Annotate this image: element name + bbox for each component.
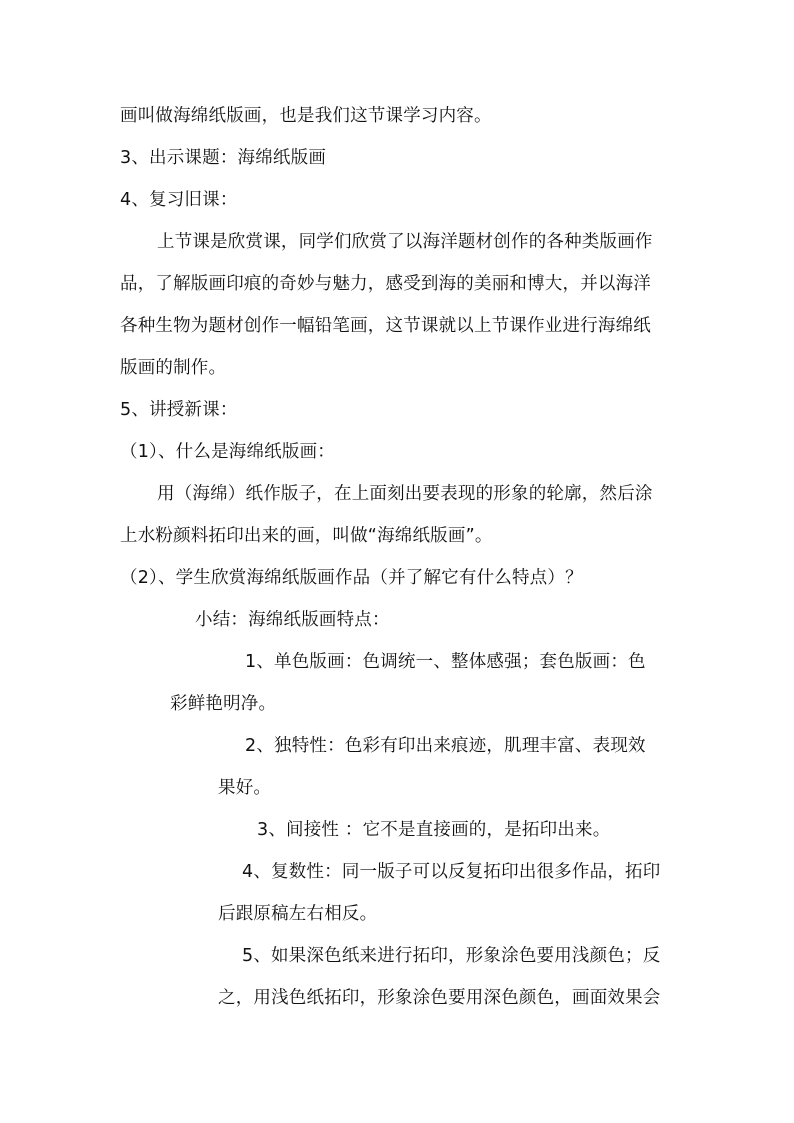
text-line-19: 4、复数性：同一版子可以反复拓印出很多作品，拓印	[242, 862, 661, 882]
text-line-12: （2）、学生欣赏海绵纸版画作品（并了解它有什么特点）？	[120, 568, 583, 588]
text-line-3: 4、复习旧课：	[120, 190, 238, 210]
text-line-4: 上节课是欣赏课，同学们欣赏了以海洋题材创作的各种类版画作	[157, 232, 653, 252]
text-line-11: 上水粉颜料拓印出来的画，叫做“海绵纸版画”。	[120, 526, 493, 546]
text-line-20: 后跟原稿左右相反。	[218, 904, 378, 924]
text-line-6: 各种生物为题材创作一幅铅笔画，这节课就以上节课作业进行海绵纸	[120, 316, 651, 336]
text-line-5: 品，了解版画印痕的奇妙与魅力，感受到海的美丽和博大，并以海洋	[120, 274, 651, 294]
text-line-22: 之，用浅色纸拓印，形象涂色要用深色颜色，画面效果会	[218, 988, 661, 1008]
text-line-18: 3、间接性 ：它不是直接画的，是拓印出来。	[257, 820, 611, 840]
text-line-15: 彩鲜艳明净。	[170, 694, 277, 714]
text-line-8: 5、讲授新课：	[120, 400, 238, 420]
text-line-14: 1、单色版画：色调统一、整体感强；套色版画：色	[245, 652, 646, 672]
text-line-13: 小结：海绵纸版画特点：	[195, 610, 390, 630]
text-line-21: 5、如果深色纸来进行拓印，形象涂色要用浅颜色；反	[242, 946, 661, 966]
text-line-2: 3、出示课题：海绵纸版画	[120, 148, 327, 168]
text-line-9: （1）、什么是海绵纸版画：	[120, 442, 335, 462]
text-line-16: 2、独特性：色彩有印出来痕迹，肌理丰富、表现效	[245, 736, 646, 756]
text-line-1: 画叫做海绵纸版画，也是我们这节课学习内容。	[120, 106, 492, 126]
text-line-7: 版画的制作。	[120, 358, 227, 378]
text-line-10: 用（海绵）纸作版子，在上面刻出要表现的形象的轮廓，然后涂	[157, 484, 653, 504]
text-line-17: 果好。	[218, 778, 272, 798]
